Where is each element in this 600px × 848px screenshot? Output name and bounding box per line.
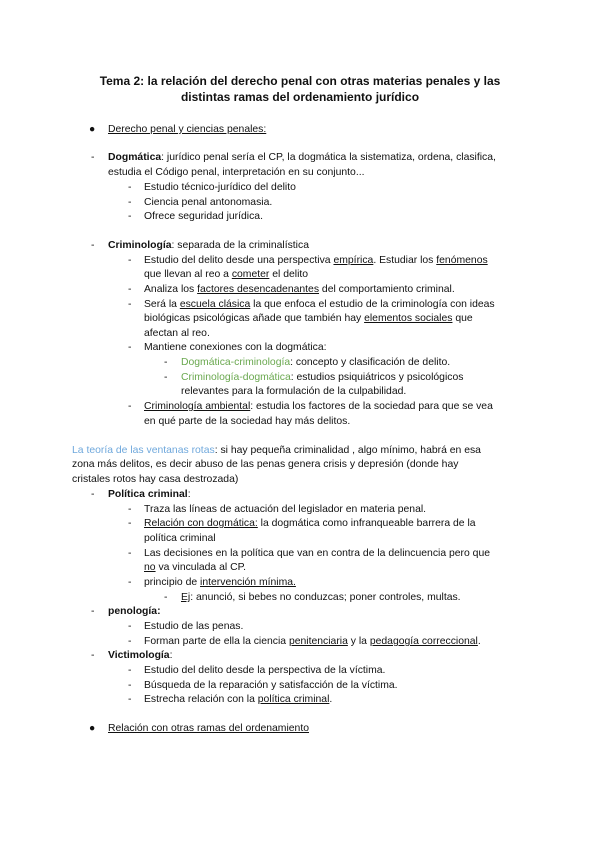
title-line-2: distintas ramas del ordenamiento jurídico bbox=[180, 90, 420, 104]
dash-marker: - bbox=[164, 372, 168, 383]
list-item-cont: que llevan al reo a cometer el delito bbox=[144, 269, 309, 280]
dash-marker: - bbox=[91, 489, 95, 500]
list-item: Estudio técnico-jurídico del delito bbox=[144, 182, 296, 193]
page-title bbox=[60, 73, 540, 105]
section-heading-otras-ramas: Relación con otras ramas del ordenamiento bbox=[108, 723, 309, 734]
sub-list-item: Dogmática-criminología: concepto y clasificación de delito. bbox=[181, 357, 451, 368]
dash-marker: - bbox=[128, 518, 132, 529]
bullet-marker: ● bbox=[89, 124, 96, 135]
bullet-marker: ● bbox=[89, 723, 96, 734]
paragraph-cont: zona más delitos, es decir abuso de las penas genera crisis y depresión (donde hay bbox=[72, 459, 459, 470]
sub-list-item: Ej: anunció, si bebes no conduzcas; poner controles, multas. bbox=[181, 592, 461, 603]
list-item-cont: biológicas psicológicas añade que también hay elementos sociales que bbox=[144, 313, 473, 324]
list-item: Estudio de las penas. bbox=[144, 621, 244, 632]
dash-marker: - bbox=[128, 299, 132, 310]
dash-marker: - bbox=[128, 694, 132, 705]
criminologia-definition: Criminología: separada de la criminalística bbox=[108, 240, 309, 251]
dash-marker: - bbox=[128, 636, 132, 647]
list-item: Relación con dogmática: la dogmática como infranqueable barrera de la bbox=[144, 518, 476, 529]
list-item: Ciencia penal antonomasia. bbox=[144, 197, 273, 208]
list-item: Estrecha relación con la política criminal. bbox=[144, 694, 333, 705]
list-item: Criminología ambiental: estudia los factores de la sociedad para que se vea bbox=[144, 401, 493, 412]
list-item: Forman parte de ella la ciencia penitenciaria y la pedagogía correccional. bbox=[144, 636, 481, 647]
dogmatica-definition: Dogmática: jurídico penal sería el CP, la dogmática la sistematiza, ordena, clasifica, bbox=[108, 152, 496, 163]
dash-marker: - bbox=[128, 342, 132, 353]
list-item-cont: en qué parte de la sociedad hay más delitos. bbox=[144, 416, 351, 427]
dash-marker: - bbox=[128, 680, 132, 691]
section-heading-derecho-penal: Derecho penal y ciencias penales: bbox=[108, 124, 267, 135]
dogmatica-definition-cont: estudia el Código penal, interpretación en su conjunto... bbox=[108, 167, 365, 178]
sub-list-item-cont: relevantes para la formulación de la culpabilidad. bbox=[181, 386, 407, 397]
dash-marker: - bbox=[128, 255, 132, 266]
dash-marker: - bbox=[128, 211, 132, 222]
dash-marker: - bbox=[91, 240, 95, 251]
dash-marker: - bbox=[128, 548, 132, 559]
list-item-cont: no va vinculada al CP. bbox=[144, 562, 247, 573]
ventanas-rotas-paragraph: La teoría de las ventanas rotas: si hay pequeña criminalidad , algo mínimo, habrá en esa bbox=[72, 445, 481, 456]
dash-marker: - bbox=[128, 197, 132, 208]
list-item: Estudio del delito desde la perspectiva de la víctima. bbox=[144, 665, 386, 676]
dash-marker: - bbox=[128, 665, 132, 676]
title-line-1: Tema 2: la relación del derecho penal con otras materias penales y las bbox=[99, 74, 501, 88]
dash-marker: - bbox=[128, 284, 132, 295]
list-item: Será la escuela clásica la que enfoca el estudio de la criminología con ideas bbox=[144, 299, 495, 310]
list-item: Ofrece seguridad jurídica. bbox=[144, 211, 263, 222]
penologia-heading: penología: bbox=[108, 606, 161, 617]
dash-marker: - bbox=[128, 621, 132, 632]
dash-marker: - bbox=[91, 650, 95, 661]
list-item: Las decisiones en la política que van en contra de la delincuencia pero que bbox=[144, 548, 491, 559]
dash-marker: - bbox=[91, 152, 95, 163]
paragraph-cont: cristales rotos hay casa destrozada) bbox=[72, 474, 239, 485]
dash-marker: - bbox=[128, 401, 132, 412]
list-item: Analiza los factores desencadenantes del comportamiento criminal. bbox=[144, 284, 455, 295]
dash-marker: - bbox=[91, 606, 95, 617]
list-item: Mantiene conexiones con la dogmática: bbox=[144, 342, 327, 353]
list-item: principio de intervención mínima. bbox=[144, 577, 296, 588]
list-item-cont: afectan al reo. bbox=[144, 328, 210, 339]
list-item: Búsqueda de la reparación y satisfacción de la víctima. bbox=[144, 680, 398, 691]
dash-marker: - bbox=[128, 504, 132, 515]
victimologia-heading: Victimología: bbox=[108, 650, 173, 661]
dash-marker: - bbox=[164, 592, 168, 603]
dash-marker: - bbox=[128, 182, 132, 193]
dash-marker: - bbox=[128, 577, 132, 588]
list-item-cont: política criminal bbox=[144, 533, 216, 544]
sub-list-item: Criminología-dogmática: estudios psiquiátricos y psicológicos bbox=[181, 372, 464, 383]
list-item: Traza las líneas de actuación del legislador en materia penal. bbox=[144, 504, 427, 515]
dash-marker: - bbox=[164, 357, 168, 368]
list-item: Estudio del delito desde una perspectiva empírica. Estudiar los fenómenos bbox=[144, 255, 488, 266]
politica-criminal-heading: Política criminal: bbox=[108, 489, 191, 500]
